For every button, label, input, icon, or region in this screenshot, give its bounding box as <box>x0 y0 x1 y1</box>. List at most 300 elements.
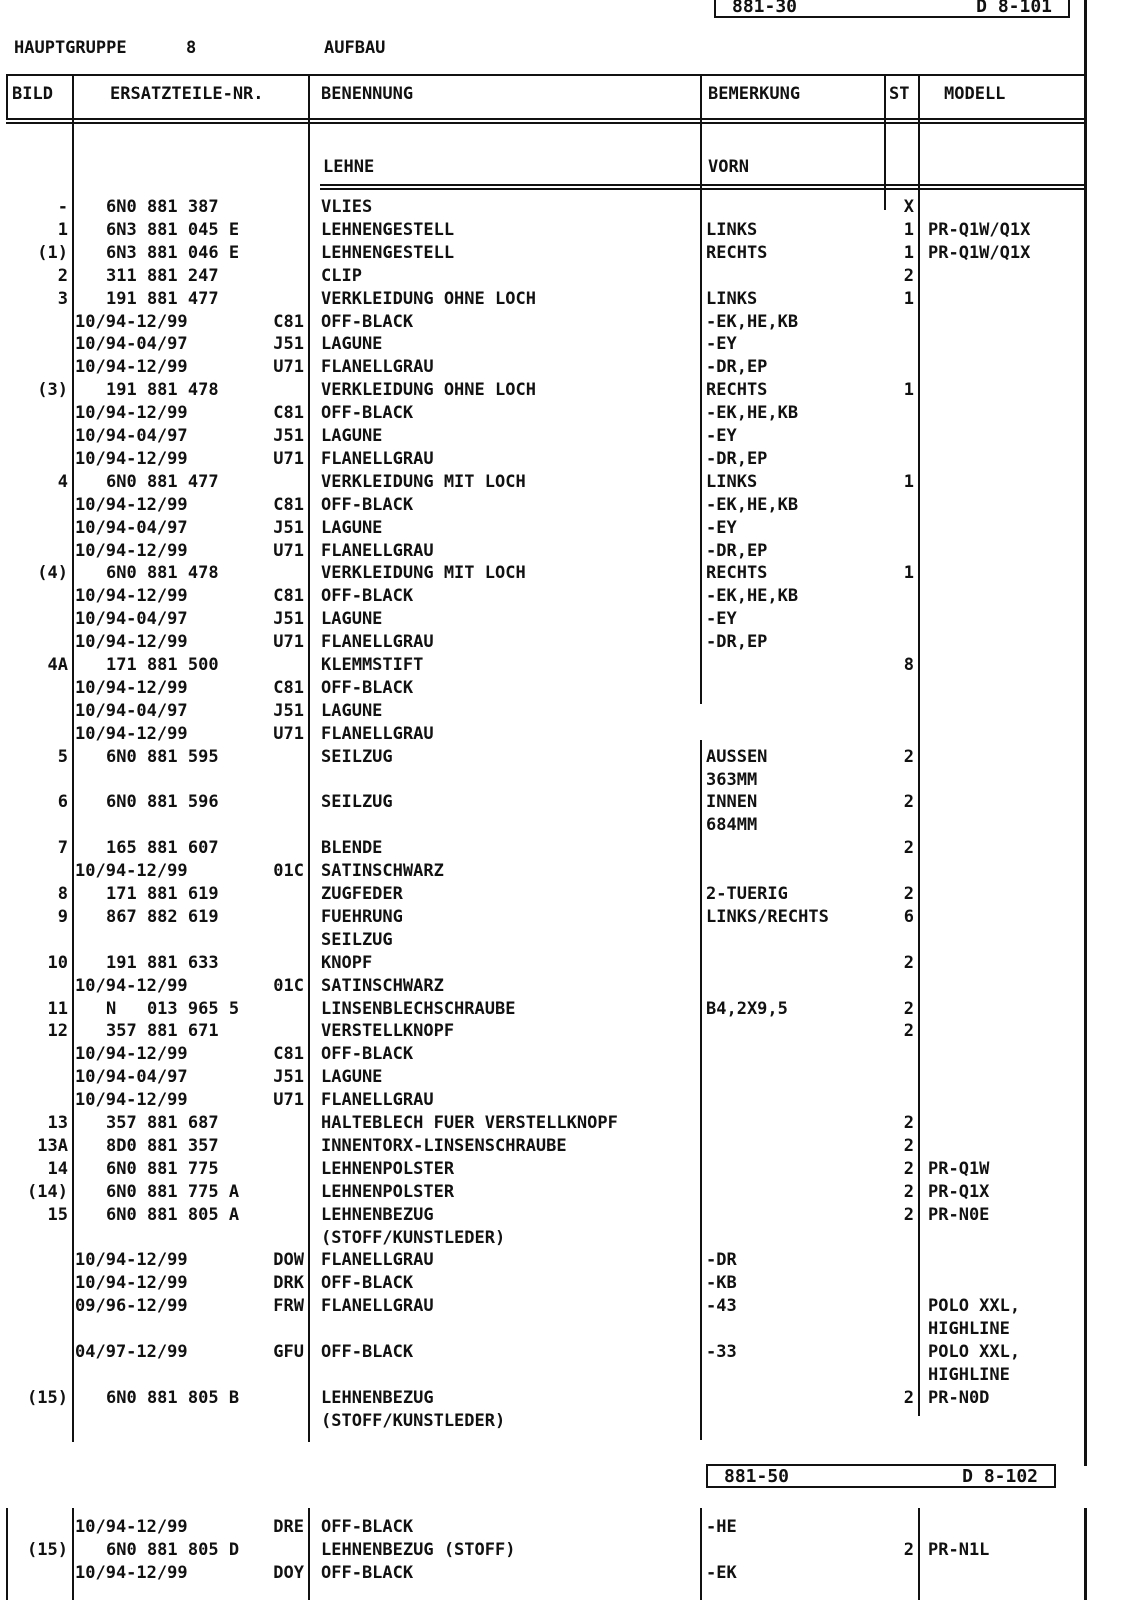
color-code: J51 <box>273 334 304 355</box>
part-number: 6N0 881 775 <box>106 1158 219 1179</box>
part-name: FLANELLGRAU <box>321 1090 434 1111</box>
date-range: 10/94-12/99 <box>75 586 188 607</box>
table-row <box>0 631 1146 654</box>
date-range: 10/94-12/99 <box>75 357 188 378</box>
table-row <box>0 288 1146 311</box>
color-code: GFU <box>273 1342 304 1362</box>
remark: -KB <box>706 1273 737 1294</box>
bild-number: 13A <box>37 1135 68 1156</box>
table-row <box>0 425 1146 448</box>
table-row <box>0 837 1146 860</box>
remark: -DR,EP <box>706 357 768 378</box>
quantity: 2 <box>903 792 914 813</box>
part-name: FLANELLGRAU <box>321 723 434 744</box>
color-code: C81 <box>273 1044 304 1065</box>
quantity: 2 <box>903 1181 914 1202</box>
next-page-reference-number: D 8-102 <box>962 1466 1038 1487</box>
remark: -EY <box>706 517 737 538</box>
model: POLO XXL, <box>928 1342 1021 1362</box>
color-code: J51 <box>273 517 304 538</box>
table-row <box>0 1043 1146 1066</box>
part-name: LINSENBLECHSCHRAUBE <box>321 998 516 1019</box>
table-row <box>0 1089 1146 1112</box>
part-name: FLANELLGRAU <box>321 357 434 378</box>
table-row <box>0 242 1146 265</box>
part-name: FLANELLGRAU <box>321 540 434 561</box>
table-row <box>0 196 1146 219</box>
quantity: 2 <box>903 838 914 859</box>
quantity: 1 <box>903 288 914 309</box>
table-row <box>0 723 1146 746</box>
bild-number: 4 <box>57 471 68 492</box>
table-row <box>0 1158 1146 1181</box>
table-row <box>0 1272 1146 1295</box>
bild-number: (3) <box>37 380 68 401</box>
color-code: C81 <box>273 494 304 515</box>
color-code: DOY <box>273 1563 304 1583</box>
next-page-reference-group: 881-50 <box>724 1466 790 1487</box>
part-name: OFF-BLACK <box>321 1517 414 1537</box>
part-name: LEHNENBEZUG <box>321 1204 434 1225</box>
remark: RECHTS <box>706 380 768 401</box>
quantity: 1 <box>903 219 914 240</box>
color-code: U71 <box>273 723 304 744</box>
section-remark: VORN <box>708 157 749 177</box>
date-range: 10/94-12/99 <box>75 448 188 469</box>
part-number: 191 881 478 <box>106 380 219 401</box>
table-row <box>0 1020 1146 1043</box>
column-header-bild: BILD <box>12 84 53 104</box>
page-reference-group: 881-30 <box>732 0 798 17</box>
table-row <box>0 1539 1146 1562</box>
date-range: 10/94-12/99 <box>75 494 188 515</box>
part-name: (STOFF/KUNSTLEDER) <box>321 1410 506 1431</box>
part-name: LAGUNE <box>321 517 383 538</box>
part-number: 171 881 500 <box>106 655 219 675</box>
bild-number: 7 <box>57 838 68 859</box>
remark: AUSSEN <box>706 746 768 767</box>
remark: -EY <box>706 609 737 630</box>
date-range: 10/94-12/99 <box>75 975 188 996</box>
color-code: DRE <box>273 1517 304 1537</box>
section-rule-2 <box>320 188 1084 190</box>
table-row <box>0 265 1146 288</box>
date-range: 10/94-12/99 <box>75 632 188 653</box>
hauptgruppe-number: 8 <box>186 38 197 58</box>
date-range: 10/94-12/99 <box>75 1090 188 1111</box>
quantity: 2 <box>903 1021 914 1042</box>
part-number: 867 882 619 <box>106 906 219 927</box>
part-number: 6N3 881 045 E <box>106 219 240 240</box>
remark: LINKS <box>706 288 758 309</box>
header-rule <box>6 118 1084 120</box>
table-row <box>0 379 1146 402</box>
quantity: 2 <box>903 746 914 767</box>
table-row <box>0 1410 1146 1433</box>
bild-number: 8 <box>57 884 68 904</box>
table-row <box>0 883 1146 906</box>
table-row <box>0 998 1146 1021</box>
bild-number: - <box>57 197 68 217</box>
table-row <box>0 311 1146 334</box>
model: PR-Q1W/Q1X <box>928 219 1031 240</box>
page-title: AUFBAU <box>324 38 386 58</box>
color-code: FRW <box>273 1296 304 1317</box>
page-reference-number: D 8-101 <box>976 0 1052 17</box>
date-range: 10/94-12/99 <box>75 1044 188 1065</box>
date-range: 10/94-12/99 <box>75 1250 188 1271</box>
table-row <box>0 746 1146 769</box>
remark: LINKS/RECHTS <box>706 906 829 927</box>
part-name: HALTEBLECH FUER VERSTELLKNOPF <box>321 1113 618 1133</box>
remark: 363MM <box>706 769 758 790</box>
remark: LINKS <box>706 471 758 492</box>
part-number: 6N3 881 046 E <box>106 242 240 263</box>
table-row <box>0 1112 1146 1135</box>
next-page-reference-box <box>706 1464 1056 1488</box>
table-left-border <box>6 74 8 118</box>
table-row <box>0 1318 1146 1341</box>
table-row <box>0 1341 1146 1364</box>
part-number: 6N0 881 805 B <box>106 1387 240 1408</box>
part-name: VERKLEIDUNG MIT LOCH <box>321 471 526 492</box>
part-name: OFF-BLACK <box>321 1563 414 1583</box>
table-row <box>0 1562 1146 1585</box>
part-name: KLEMMSTIFT <box>321 655 424 675</box>
bild-number: 4A <box>47 655 68 675</box>
hauptgruppe-label: HAUPTGRUPPE <box>14 38 127 58</box>
model: PR-Q1W <box>928 1158 990 1179</box>
color-code: J51 <box>273 700 304 721</box>
remark: -EY <box>706 426 737 446</box>
section-title: LEHNE <box>323 157 375 177</box>
bild-number: 5 <box>57 746 68 767</box>
part-number: 171 881 619 <box>106 884 219 904</box>
table-row <box>0 1364 1146 1387</box>
remark: -33 <box>706 1342 737 1362</box>
part-name: KNOPF <box>321 952 373 973</box>
color-code: U71 <box>273 632 304 653</box>
part-name: FLANELLGRAU <box>321 448 434 469</box>
part-name: OFF-BLACK <box>321 311 414 332</box>
bild-number: 13 <box>47 1113 68 1133</box>
table-row <box>0 333 1146 356</box>
remark: -EK <box>706 1563 737 1583</box>
part-name: SATINSCHWARZ <box>321 975 444 996</box>
table-row <box>0 471 1146 494</box>
color-code: J51 <box>273 1067 304 1088</box>
column-header-nr: ERSATZTEILE-NR. <box>110 84 264 104</box>
model: PR-Q1X <box>928 1181 990 1202</box>
part-number: N 013 965 5 <box>106 998 240 1019</box>
remark: -EY <box>706 334 737 355</box>
color-code: 01C <box>273 861 304 882</box>
table-row <box>0 1227 1146 1250</box>
part-name: OFF-BLACK <box>321 1273 414 1294</box>
part-name: OFF-BLACK <box>321 494 414 515</box>
remark: -EK,HE,KB <box>706 311 799 332</box>
color-code: DRK <box>273 1273 304 1294</box>
model: PR-N0E <box>928 1204 990 1225</box>
date-range: 10/94-04/97 <box>75 517 188 538</box>
table-row <box>0 677 1146 700</box>
part-number: 6N0 881 478 <box>106 563 219 584</box>
date-range: 09/96-12/99 <box>75 1296 188 1317</box>
table-row <box>0 1135 1146 1158</box>
part-name: (STOFF/KUNSTLEDER) <box>321 1227 506 1248</box>
remark: LINKS <box>706 219 758 240</box>
table-row <box>0 1387 1146 1410</box>
date-range: 10/94-04/97 <box>75 426 188 446</box>
quantity: X <box>903 197 914 217</box>
part-number: 191 881 477 <box>106 288 219 309</box>
column-header-modell: MODELL <box>944 84 1006 104</box>
part-name: LAGUNE <box>321 609 383 630</box>
part-number: 6N0 881 805 A <box>106 1204 240 1225</box>
color-code: U71 <box>273 357 304 378</box>
bild-number: 15 <box>47 1204 68 1225</box>
part-name: OFF-BLACK <box>321 1044 414 1065</box>
table-row <box>0 654 1146 677</box>
table-row <box>0 540 1146 563</box>
bild-number: (1) <box>37 242 68 263</box>
part-number: 6N0 881 387 <box>106 197 219 217</box>
date-range: 10/94-04/97 <box>75 700 188 721</box>
table-top-border <box>6 74 1084 76</box>
remark: -DR,EP <box>706 448 768 469</box>
remark: B4,2X9,5 <box>706 998 788 1019</box>
part-name: SEILZUG <box>321 746 393 767</box>
part-name: OFF-BLACK <box>321 586 414 607</box>
quantity: 2 <box>903 1158 914 1179</box>
part-name: OFF-BLACK <box>321 677 414 698</box>
part-number: 357 881 687 <box>106 1113 219 1133</box>
part-number: 6N0 881 775 A <box>106 1181 240 1202</box>
date-range: 10/94-04/97 <box>75 334 188 355</box>
date-range: 04/97-12/99 <box>75 1342 188 1362</box>
part-name: SEILZUG <box>321 792 393 813</box>
model: PR-Q1W/Q1X <box>928 242 1031 263</box>
quantity: 2 <box>903 1113 914 1133</box>
color-code: U71 <box>273 448 304 469</box>
model: PR-N1L <box>928 1540 990 1560</box>
remark: -HE <box>706 1517 737 1537</box>
part-name: VERKLEIDUNG OHNE LOCH <box>321 380 536 401</box>
bild-number: 14 <box>47 1158 68 1179</box>
bild-number: 9 <box>57 906 68 927</box>
color-code: C81 <box>273 677 304 698</box>
remark: INNEN <box>706 792 758 813</box>
table-row <box>0 517 1146 540</box>
bild-number: 3 <box>57 288 68 309</box>
bild-number: 12 <box>47 1021 68 1042</box>
color-code: C81 <box>273 586 304 607</box>
part-name: LEHNENBEZUG (STOFF) <box>321 1540 516 1560</box>
date-range: 10/94-12/99 <box>75 1517 188 1537</box>
table-row <box>0 1066 1146 1089</box>
column-header-bem: BEMERKUNG <box>708 84 801 104</box>
table-row <box>0 929 1146 952</box>
table-row <box>0 585 1146 608</box>
bild-number: 1 <box>57 219 68 240</box>
date-range: 10/94-12/99 <box>75 677 188 698</box>
part-name: VLIES <box>321 197 373 217</box>
part-name: LEHNENGESTELL <box>321 242 455 263</box>
color-code: C81 <box>273 311 304 332</box>
part-name: VERKLEIDUNG MIT LOCH <box>321 563 526 584</box>
page-reference-box <box>714 0 1070 18</box>
table-row <box>0 769 1146 792</box>
part-name: CLIP <box>321 265 362 286</box>
date-range: 10/94-12/99 <box>75 540 188 561</box>
quantity: 2 <box>903 265 914 286</box>
part-number: 6N0 881 596 <box>106 792 219 813</box>
remark: -DR <box>706 1250 737 1271</box>
color-code: C81 <box>273 403 304 424</box>
date-range: 10/94-12/99 <box>75 861 188 882</box>
date-range: 10/94-12/99 <box>75 723 188 744</box>
bild-number: (14) <box>27 1181 68 1202</box>
quantity: 1 <box>903 563 914 584</box>
part-number: 357 881 671 <box>106 1021 219 1042</box>
part-number: 6N0 881 805 D <box>106 1540 240 1560</box>
part-name: SEILZUG <box>321 929 393 950</box>
date-range: 10/94-04/97 <box>75 1067 188 1088</box>
date-range: 10/94-12/99 <box>75 311 188 332</box>
model: HIGHLINE <box>928 1319 1010 1340</box>
color-code: J51 <box>273 426 304 446</box>
part-name: FLANELLGRAU <box>321 1250 434 1271</box>
table-row <box>0 814 1146 837</box>
quantity: 2 <box>903 884 914 904</box>
table-row <box>0 791 1146 814</box>
part-name: OFF-BLACK <box>321 403 414 424</box>
table-row <box>0 494 1146 517</box>
part-name: LEHNENPOLSTER <box>321 1158 455 1179</box>
date-range: 10/94-12/99 <box>75 1563 188 1583</box>
table-row <box>0 219 1146 242</box>
part-name: VERSTELLKNOPF <box>321 1021 455 1042</box>
color-code: J51 <box>273 609 304 630</box>
table-row <box>0 608 1146 631</box>
remark: RECHTS <box>706 242 768 263</box>
quantity: 8 <box>903 655 914 675</box>
remark: -DR,EP <box>706 632 768 653</box>
bild-number: (15) <box>27 1540 68 1560</box>
remark: -EK,HE,KB <box>706 494 799 515</box>
table-row <box>0 906 1146 929</box>
table-row <box>0 448 1146 471</box>
quantity: 6 <box>903 906 914 927</box>
column-header-st: ST <box>889 84 910 104</box>
quantity: 1 <box>903 380 914 401</box>
bild-number: (4) <box>37 563 68 584</box>
color-code: DOW <box>273 1250 304 1271</box>
quantity: 2 <box>903 1540 914 1560</box>
part-name: LAGUNE <box>321 334 383 355</box>
table-row <box>0 562 1146 585</box>
part-name: LAGUNE <box>321 426 383 446</box>
part-name: OFF-BLACK <box>321 1342 414 1362</box>
part-name: FLANELLGRAU <box>321 632 434 653</box>
quantity: 2 <box>903 1135 914 1156</box>
remark: 2-TUERIG <box>706 884 788 904</box>
bild-number: 10 <box>47 952 68 973</box>
table-row <box>0 1249 1146 1272</box>
remark: -EK,HE,KB <box>706 586 799 607</box>
model: PR-N0D <box>928 1387 990 1408</box>
part-name: LEHNENBEZUG <box>321 1387 434 1408</box>
quantity: 2 <box>903 1204 914 1225</box>
remark: -43 <box>706 1296 737 1317</box>
part-name: FLANELLGRAU <box>321 1296 434 1317</box>
bild-number: 2 <box>57 265 68 286</box>
part-name: BLENDE <box>321 838 383 859</box>
quantity: 2 <box>903 952 914 973</box>
part-number: 191 881 633 <box>106 952 219 973</box>
part-name: INNENTORX-LINSENSCHRAUBE <box>321 1135 567 1156</box>
table-row <box>0 1295 1146 1318</box>
table-row <box>0 1204 1146 1227</box>
remark: -DR,EP <box>706 540 768 561</box>
part-number: 8D0 881 357 <box>106 1135 219 1156</box>
remark: 684MM <box>706 815 758 836</box>
part-name: VERKLEIDUNG OHNE LOCH <box>321 288 536 309</box>
date-range: 10/94-12/99 <box>75 1273 188 1294</box>
part-name: LEHNENPOLSTER <box>321 1181 455 1202</box>
table-row <box>0 952 1146 975</box>
model: POLO XXL, <box>928 1296 1021 1317</box>
bild-number: (15) <box>27 1387 68 1408</box>
part-name: ZUGFEDER <box>321 884 403 904</box>
quantity: 2 <box>903 1387 914 1408</box>
table-row <box>0 700 1146 723</box>
table-row <box>0 860 1146 883</box>
quantity: 1 <box>903 242 914 263</box>
header-rule-2 <box>6 122 1084 124</box>
part-number: 165 881 607 <box>106 838 219 859</box>
part-name: FUEHRUNG <box>321 906 403 927</box>
column-divider <box>884 76 886 210</box>
part-name: LAGUNE <box>321 1067 383 1088</box>
table-row <box>0 975 1146 998</box>
remark: -EK,HE,KB <box>706 403 799 424</box>
quantity: 2 <box>903 998 914 1019</box>
part-number: 6N0 881 595 <box>106 746 219 767</box>
section-rule <box>320 184 1084 186</box>
table-row <box>0 356 1146 379</box>
part-name: SATINSCHWARZ <box>321 861 444 882</box>
bild-number: 6 <box>57 792 68 813</box>
remark: RECHTS <box>706 563 768 584</box>
part-name: LEHNENGESTELL <box>321 219 455 240</box>
color-code: U71 <box>273 540 304 561</box>
quantity: 1 <box>903 471 914 492</box>
date-range: 10/94-04/97 <box>75 609 188 630</box>
part-name: LAGUNE <box>321 700 383 721</box>
date-range: 10/94-12/99 <box>75 403 188 424</box>
bild-number: 11 <box>47 998 68 1019</box>
table-row <box>0 1181 1146 1204</box>
column-header-ben: BENENNUNG <box>321 84 414 104</box>
model: HIGHLINE <box>928 1364 1010 1385</box>
part-number: 6N0 881 477 <box>106 471 219 492</box>
color-code: U71 <box>273 1090 304 1111</box>
table-row <box>0 1516 1146 1539</box>
part-number: 311 881 247 <box>106 265 219 286</box>
color-code: 01C <box>273 975 304 996</box>
table-row <box>0 402 1146 425</box>
